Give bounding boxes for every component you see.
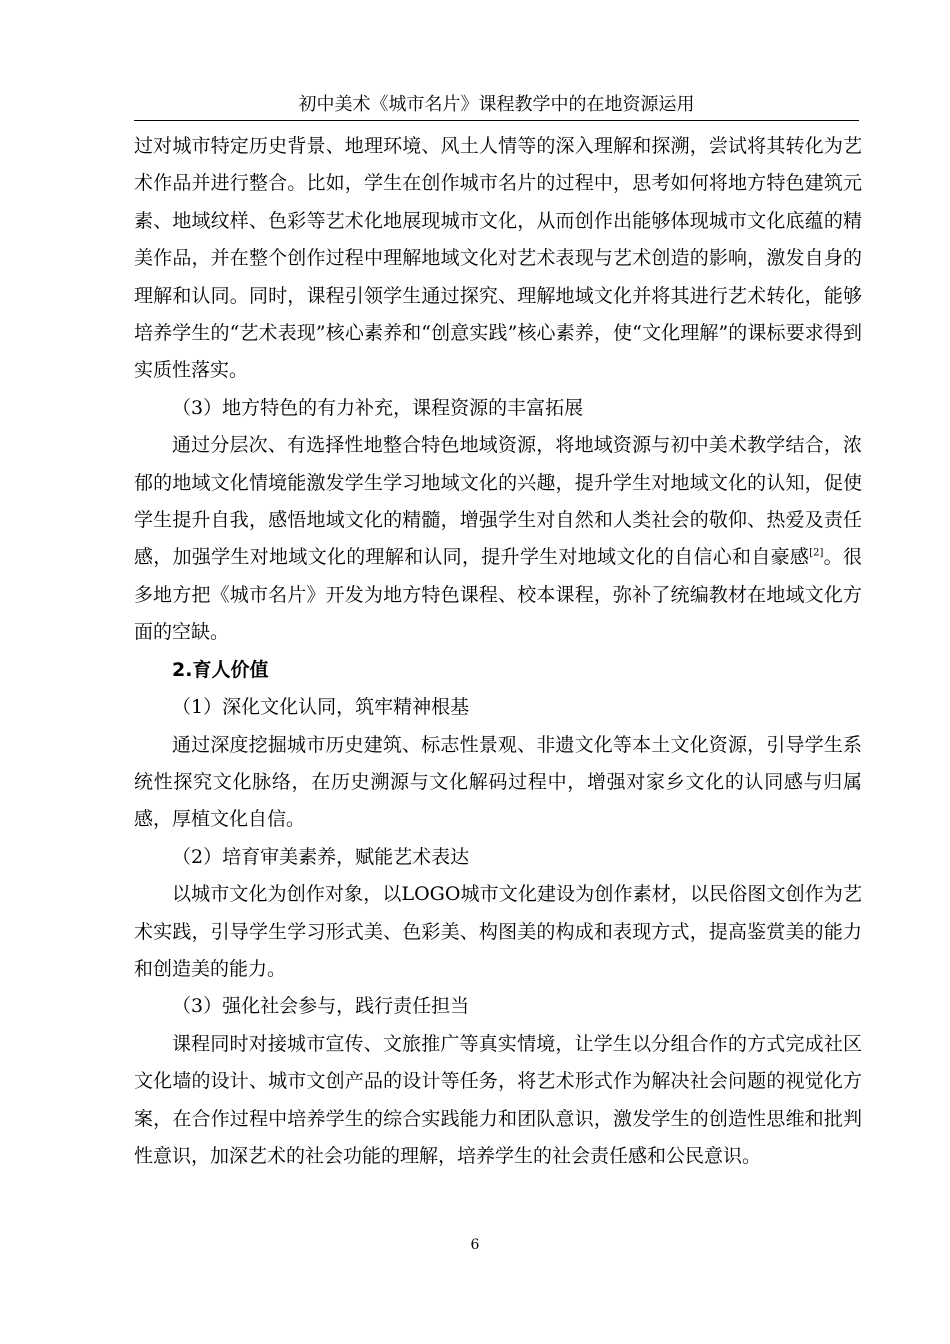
- paragraph-continued: 过对城市特定历史背景、地理环境、风土人情等的深入理解和探溯，尝试将其转化为艺术作品并进行整合。比如，学生在创作城市名片的过程中，思考如何将地方特色建筑元素、地域纹样、色彩等艺术化地展现城市文化，从而创作出能够体现城市文化底蕴的精美作品，并在整个创作过程中理解地域文化对艺术表现与艺术创造的影响，激发自身的理解和认同。同时，课程引领学生通过探究、理解地域文化并将其进行艺术转化，能够培养学生的“艺术表现”核心素养和“创意实践”核心素养，使“文化理解”的课标要求得到实质性落实。: [134, 135, 862, 382]
- paragraph-local-resources-tail: 。很多地方把《城市名片》开发为地方特色课程、校本课程，弥补了统编教材在地域文化方面的空缺。: [134, 546, 862, 644]
- paragraph-local-resources-text: 通过分层次、有选择性地整合特色地域资源，将地域资源与初中美术教学结合，浓郁的地域文化情境能激发学生学习地域文化的兴趣，提升学生对地域文化的认知，促使学生提升自我，感悟地域文化的精髓，增强学生对自然和人类社会的敬仰、热爱及责任感，加强学生对地域文化的理解和认同，提升学生对地域文化的自信心和自豪感: [134, 434, 862, 569]
- section-heading-education-value: 2.育人价值: [172, 658, 269, 681]
- page-number: 6: [470, 1237, 480, 1253]
- paragraph-aesthetic-literacy: 以城市文化为创作对象，以LOGO城市文化建设为创作素材，以民俗图文创作为艺术实践，引导学生学习形式美、色彩美、构图美的构成和表现方式，提高鉴赏美的能力和创造美的能力。: [134, 883, 862, 980]
- subheading-aesthetic-literacy: （2）培育审美素养，赋能艺术表达: [172, 845, 470, 868]
- subheading-cultural-identity: （1）深化文化认同，筑牢精神根基: [172, 696, 470, 719]
- subheading-social-participation: （3）强化社会参与，践行责任担当: [172, 995, 470, 1018]
- paragraph-local-resources: [134, 427, 862, 651]
- citation-ref: [2]: [809, 548, 824, 560]
- subheading-local-characteristics: （3）地方特色的有力补充，课程资源的丰富拓展: [172, 396, 584, 419]
- running-header: 初中美术《城市名片》课程教学中的在地资源运用: [298, 94, 695, 115]
- paragraph-cultural-identity: 通过深度挖掘城市历史建筑、标志性景观、非遗文化等本土文化资源，引导学生系统性探究文化脉络，在历史溯源与文化解码过程中，增强对家乡文化的认同感与归属感，厚植文化自信。: [134, 733, 862, 831]
- header-rule: [134, 120, 859, 121]
- page-body: [134, 128, 862, 1175]
- paragraph-social-participation: 课程同时对接城市宣传、文旅推广等真实情境，让学生以分组合作的方式完成社区文化墙的设计、城市文创产品的设计等任务，将艺术形式作为解决社会问题的视觉化方案，在合作过程中培养学生的综合实践能力和团队意识，激发学生的创造性思维和批判性意识，加深艺术的社会功能的理解，培养学生的社会责任感和公民意识。: [134, 1032, 862, 1167]
